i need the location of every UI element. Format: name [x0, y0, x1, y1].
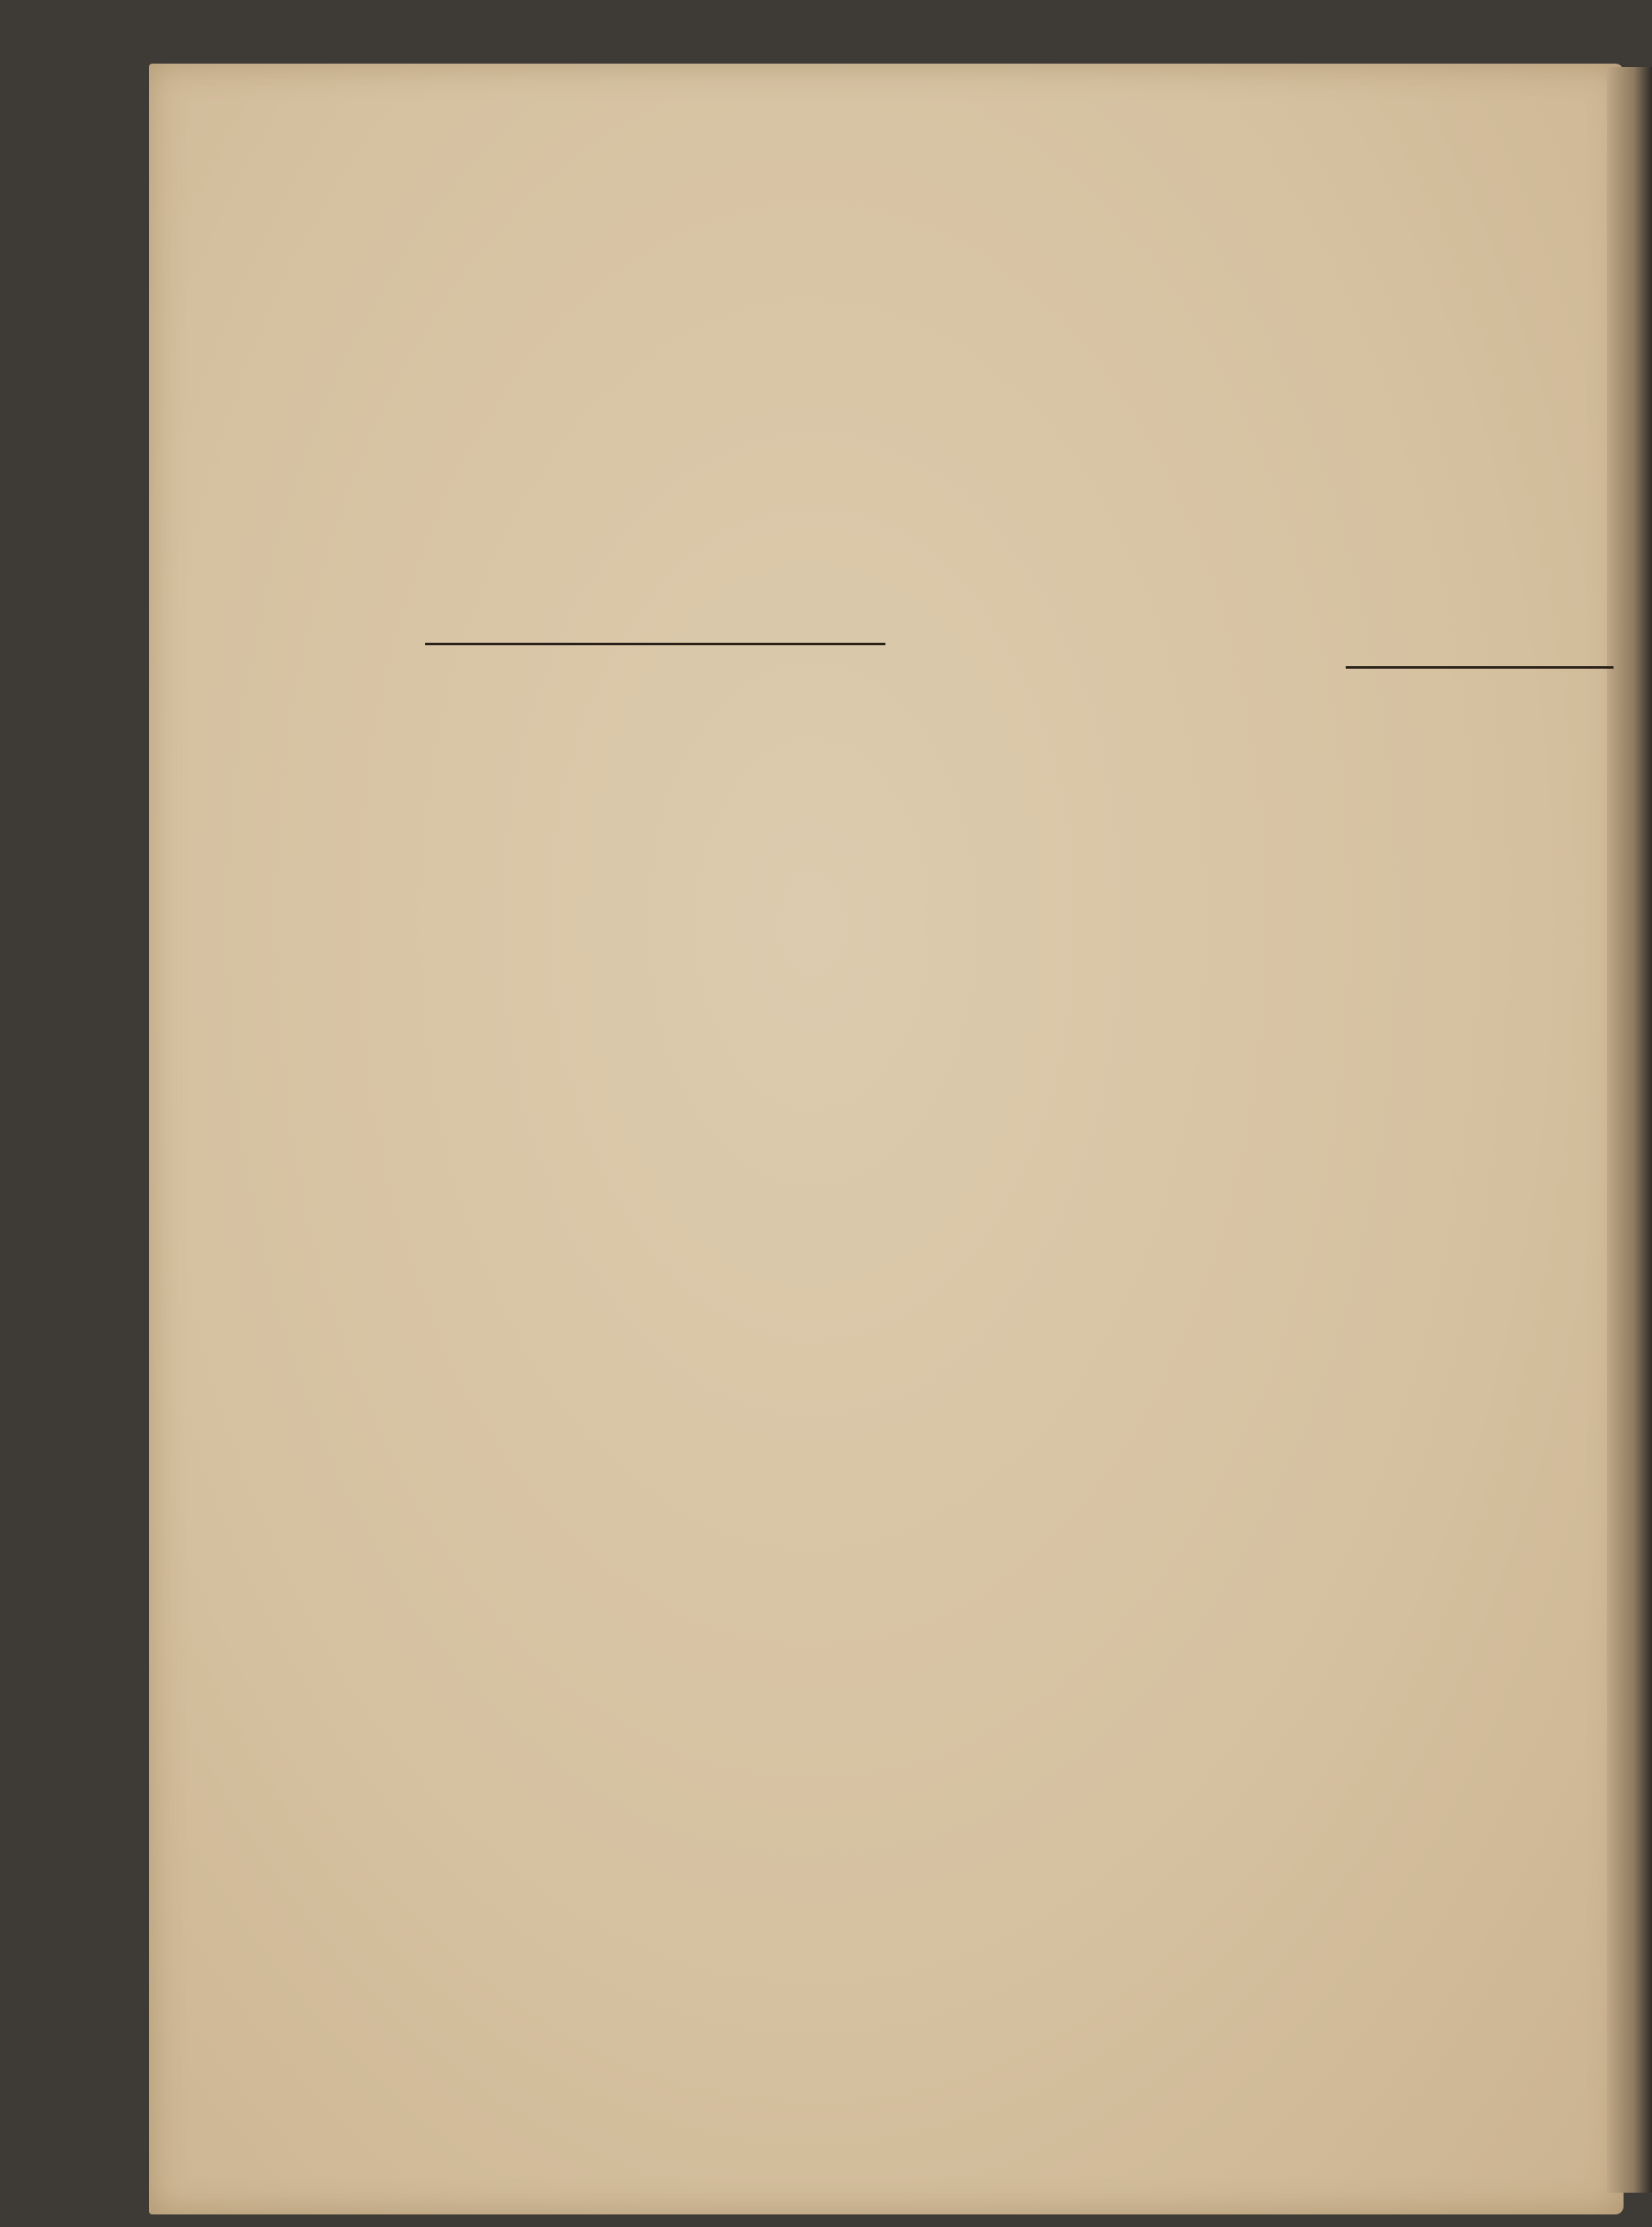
seal-line: [619, 559, 678, 629]
signature-rule-left: [425, 643, 885, 645]
page-edge: [1607, 67, 1652, 2193]
signature-rule-right: [1346, 666, 1614, 669]
document-page: [149, 64, 1624, 2214]
